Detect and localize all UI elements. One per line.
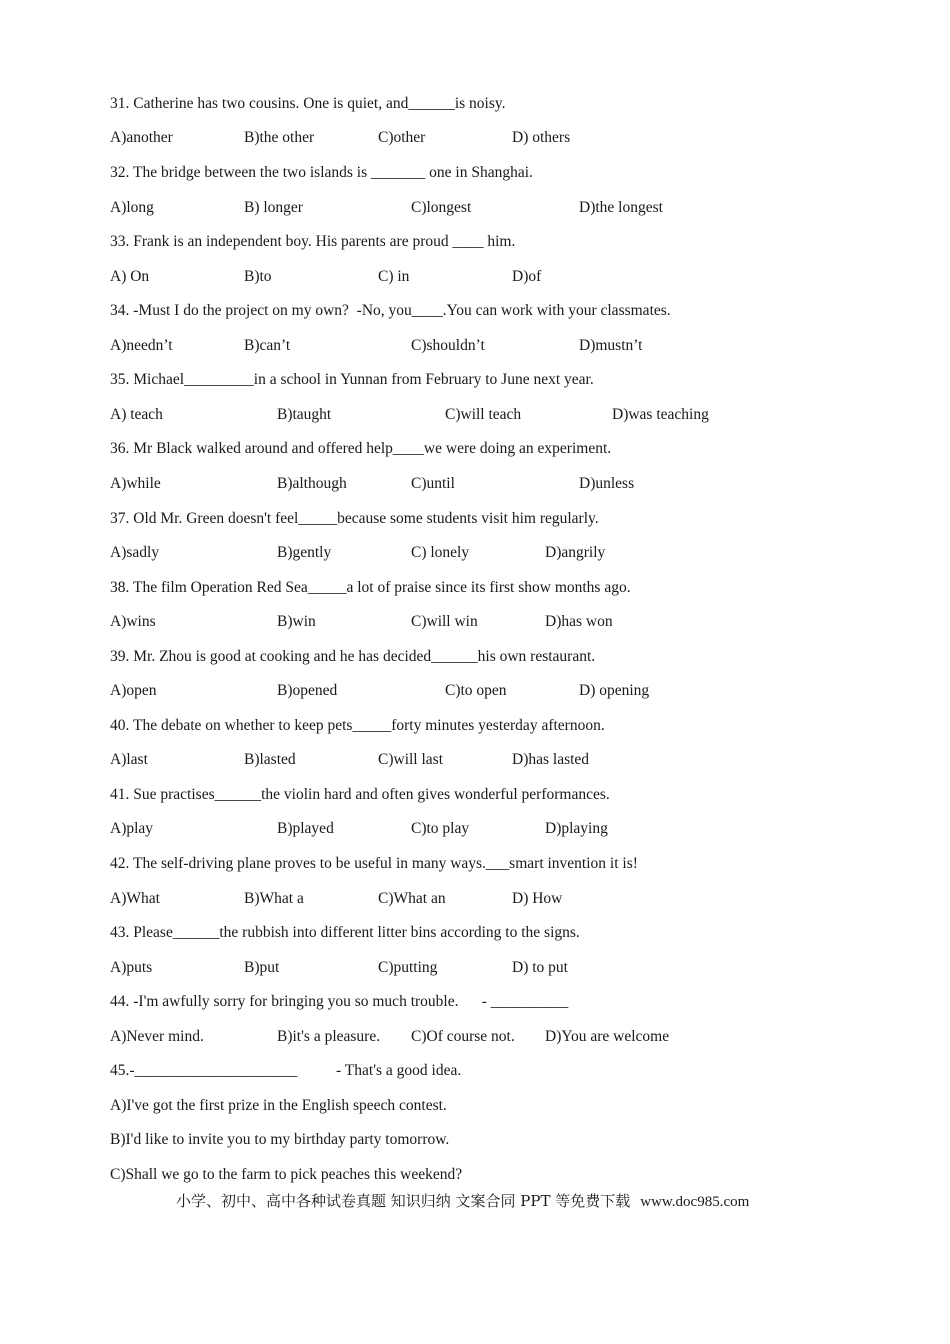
option-c: C)will win [411, 613, 478, 630]
option-c: C)will teach [445, 406, 522, 423]
options-row [0, 889, 950, 909]
option-d: D)mustn’t [579, 337, 643, 354]
option-b: B)What a [244, 890, 304, 907]
option-a: A)another [110, 129, 173, 146]
options-row [0, 819, 950, 839]
option-b: B)it's a pleasure. [277, 1028, 381, 1045]
option-a: A)wins [110, 613, 156, 630]
option-a: A)puts [110, 959, 153, 976]
option-d: D) opening [579, 682, 650, 699]
option-d: D)unless [579, 475, 635, 492]
options-row [0, 336, 950, 356]
option-a: A)I've got the first prize in the English speech contest. [110, 1097, 447, 1114]
option-c: C)to play [411, 820, 470, 837]
options-row [0, 474, 950, 494]
option-a: A)Never mind. [110, 1028, 204, 1045]
option-d: D) others [512, 129, 571, 146]
option-b: B)put [244, 959, 280, 976]
option-c: C)What an [378, 890, 446, 907]
question-stem: 35. Michael_________in a school in Yunnan from February to June next year. [110, 371, 594, 388]
option-c: C)until [411, 475, 455, 492]
question-stem: 33. Frank is an independent boy. His parents are proud ____ him. [110, 233, 516, 250]
question-stem: 38. The film Operation Red Sea_____a lot of praise since its first show months ago. [110, 579, 631, 596]
question-stem: 41. Sue practises______the violin hard and often gives wonderful performances. [110, 786, 610, 803]
option-a: A)open [110, 682, 157, 699]
option-d: D)was teaching [612, 406, 709, 423]
page-footer [176, 1191, 749, 1212]
option-c: C)other [378, 129, 426, 146]
options-row [0, 128, 950, 148]
option-c: C)longest [411, 199, 472, 216]
options-row [0, 612, 950, 632]
question-stem: 36. Mr Black walked around and offered help____we were doing an experiment. [110, 440, 612, 457]
option-a: A)sadly [110, 544, 160, 561]
option-a: A) teach [110, 406, 163, 423]
option-c: C)Of course not. [411, 1028, 515, 1045]
footer-text: 小学、初中、高中各种试卷真题 知识归纳 文案合同 PPT 等免费下载 [176, 1192, 631, 1210]
option-c: C) lonely [411, 544, 470, 561]
question-stem: 44. -I'm awfully sorry for bringing you so much trouble. - __________ [110, 993, 569, 1010]
option-b: B)lasted [244, 751, 296, 768]
option-b: B)I'd like to invite you to my birthday party tomorrow. [110, 1131, 450, 1148]
options-row [0, 267, 950, 287]
options-row [0, 543, 950, 563]
option-c: C)to open [445, 682, 507, 699]
option-c: C)will last [378, 751, 444, 768]
option-d: D)playing [545, 820, 608, 837]
question-stem: 43. Please______the rubbish into different litter bins according to the signs. [110, 924, 580, 941]
option-d: D)the longest [579, 199, 663, 216]
option-d: D)has won [545, 613, 613, 630]
option-a: A)What [110, 890, 160, 907]
option-d: D)angrily [545, 544, 606, 561]
question-stem: 42. The self-driving plane proves to be useful in many ways.___smart invention it is! [110, 855, 638, 872]
option-b: B)to [244, 268, 272, 285]
footer-url: www.doc985.com [640, 1194, 750, 1210]
question-stem: 40. The debate on whether to keep pets_____forty minutes yesterday afternoon. [110, 717, 605, 734]
option-a: A) On [110, 268, 150, 285]
option-c: C) in [378, 268, 410, 285]
option-c: C)putting [378, 959, 438, 976]
option-a: A)while [110, 475, 161, 492]
question-stem: 34. -Must I do the project on my own? -No, you____.You can work with your classmates. [110, 302, 671, 319]
option-a: A)last [110, 751, 148, 768]
option-a: A)long [110, 199, 154, 216]
option-d: D) How [512, 890, 563, 907]
options-row [0, 958, 950, 978]
option-b: B)the other [244, 129, 315, 146]
option-b: B)taught [277, 406, 332, 423]
options-row [0, 750, 950, 770]
options-row [0, 198, 950, 218]
question-stem: 31. Catherine has two cousins. One is quiet, and______is noisy. [110, 95, 506, 112]
option-d: D)has lasted [512, 751, 590, 768]
option-c: C)Shall we go to the farm to pick peaches this weekend? [110, 1166, 463, 1183]
option-b: B)although [277, 475, 347, 492]
options-row [0, 405, 950, 425]
option-b: B)opened [277, 682, 338, 699]
option-b: B)can’t [244, 337, 291, 354]
option-a: A)needn’t [110, 337, 173, 354]
options-row [0, 681, 950, 701]
question-stem: 39. Mr. Zhou is good at cooking and he has decided______his own restaurant. [110, 648, 596, 665]
question-stem: 45.-_____________________ - That's a good idea. [110, 1062, 462, 1079]
question-stem: 37. Old Mr. Green doesn't feel_____because some students visit him regularly. [110, 510, 599, 527]
options-row [0, 1027, 950, 1047]
option-b: B)win [277, 613, 316, 630]
option-d: D)You are welcome [545, 1028, 670, 1045]
option-b: B)played [277, 820, 334, 837]
option-d: D) to put [512, 959, 568, 976]
option-d: D)of [512, 268, 542, 285]
option-a: A)play [110, 820, 154, 837]
option-b: B)gently [277, 544, 332, 561]
option-b: B) longer [244, 199, 303, 216]
option-c: C)shouldn’t [411, 337, 485, 354]
question-stem: 32. The bridge between the two islands is _______ one in Shanghai. [110, 164, 533, 181]
